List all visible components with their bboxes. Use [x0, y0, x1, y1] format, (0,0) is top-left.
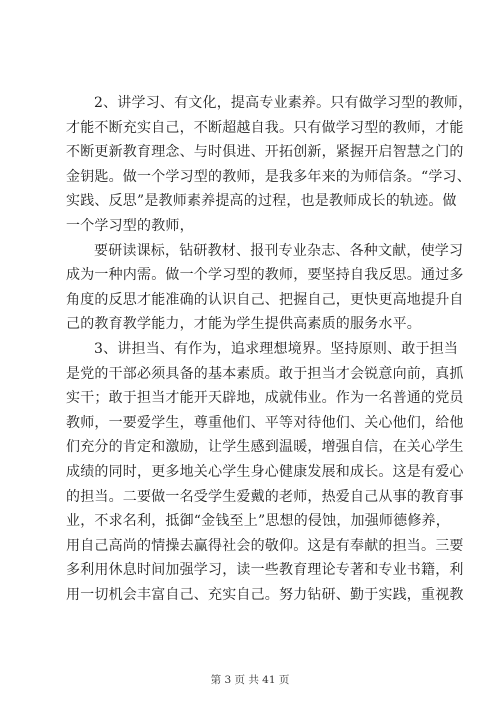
- paragraph-line: 要研读课标，钻研教材、报刊专业杂志、各种文献，使学习: [94, 242, 464, 259]
- paragraph-line: 才能不断充实自己，不断超越自我。只有做学习型的教师，才能: [66, 119, 464, 136]
- paragraph-line: 的担当。二要做一名受学生爱戴的老师，热爱自己从事的教育事: [66, 488, 464, 505]
- paragraph-line: 金钥匙。做一个学习型的教师，是我多年来的为师信条。“学习、: [66, 168, 471, 185]
- paragraph-line: 多利用休息时间加强学习，读一些教育理论专著和专业书籍，利: [66, 562, 464, 579]
- paragraph-line: 实干；敢于担当才能开天辟地，成就伟业。作为一名普通的党员: [66, 390, 464, 407]
- paragraph-line: 实践、反思”是教师素养提高的过程，也是教师成长的轨迹。做: [66, 193, 457, 210]
- paragraph-line: 们充分的肯定和激励，让学生感到温暖，增强自信，在关心学生: [66, 439, 464, 456]
- paragraph-line: 3、讲担当、有作为，追求理想境界。坚持原则、敢于担当: [94, 340, 459, 357]
- paragraph-line: 是党的干部必须具备的基本素质。敢于担当才会锐意向前，真抓: [66, 365, 464, 382]
- paragraph-line: 成绩的同时，更多地关心学生身心健康发展和成长。这是有爱心: [66, 463, 464, 480]
- paragraph-line: 一个学习型的教师，: [66, 217, 194, 234]
- paragraph-line: 不断更新教育理念、与时俱进、开拓创新，紧握开启智慧之门的: [66, 144, 464, 161]
- paragraph-line: 角度的反思才能准确的认识自己、把握自己，更快更高地提升自: [66, 291, 464, 308]
- paragraph-line: 业，不求名利，抵御“金钱至上”思想的侵蚀，加强师德修养，: [66, 513, 450, 530]
- paragraph-line: 2、讲学习、有文化，提高专业素养。只有做学习型的教师，: [94, 95, 473, 111]
- body-text: [66, 91, 473, 607]
- paragraph-line: 用一切机会丰富自己、充实自己。努力钻研、勤于实践，重视教: [66, 586, 464, 603]
- paragraph-line: 用自己高尚的情操去赢得社会的敬仰。这是有奉献的担当。三要: [66, 537, 464, 554]
- page-footer: 第 3 页 共 41 页: [210, 674, 290, 686]
- paragraph-line: 成为一种内需。做一个学习型的教师，要坚持自我反思。通过多: [66, 267, 464, 284]
- paragraph-line: 教师，一要爱学生，尊重他们、平等对待他们、关心他们，给他: [66, 414, 464, 431]
- paragraph-line: 己的教育教学能力，才能为学生提供高素质的服务水平。: [66, 316, 421, 333]
